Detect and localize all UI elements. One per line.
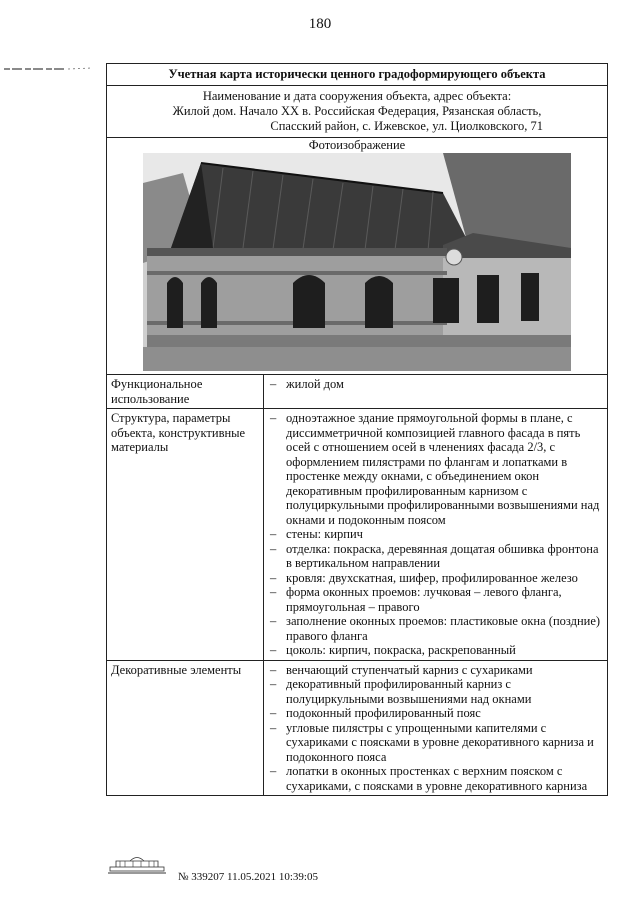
list-item: – венчающий ступенчатый карниз с сухариками xyxy=(270,662,533,677)
dash-bullet: – xyxy=(270,706,277,720)
list-item: – заполнение оконных проемов: пластиковые окна (поздние) правого фланга xyxy=(270,614,601,643)
photo-caption: Фотоизображение xyxy=(308,138,406,152)
list-item: – форма оконных проемов: лучковая – левого фланга, прямоугольная – правого xyxy=(270,585,562,614)
building-photo xyxy=(143,153,571,371)
dash-bullet: – xyxy=(270,585,277,599)
list-item: – кровля: двухскатная, шифер, профилированное железо xyxy=(270,570,578,585)
dash-bullet: – xyxy=(270,411,277,425)
dash-bullet: – xyxy=(270,570,277,585)
dash-bullet: – xyxy=(270,643,277,657)
name-address-line: Жилой дом. Начало XX в. Российская Федерация, Рязанская область, xyxy=(172,104,542,118)
list-item: – подоконный профилированный пояс xyxy=(270,706,481,720)
list-item: – цоколь: кирпич, покраска, раскрепованный xyxy=(270,643,516,657)
dash-bullet: – xyxy=(270,720,277,735)
object-name-address xyxy=(107,86,608,138)
dash-bullet: – xyxy=(270,662,277,677)
record-card xyxy=(106,63,608,796)
row-value-decor xyxy=(264,660,608,796)
list-item: – стены: кирпич xyxy=(270,527,363,541)
margin-scan-mark xyxy=(4,66,94,72)
row-label-structure: Структура, параметры объекта, конструктивные материалы xyxy=(107,409,264,661)
row-label-function: Функциональное использование xyxy=(107,375,264,409)
list-item: – декоративный профилированный карниз с полуциркульными возвышениями над окнами xyxy=(270,677,532,706)
government-building-emblem-icon xyxy=(108,853,166,875)
row-label-decor: Декоративные элементы xyxy=(107,660,264,796)
list-item: – лопатки в оконных простенках с верхним пояском с сухариками, с поясками в уровне декоративного карниза xyxy=(270,764,588,793)
photo-cell xyxy=(107,138,608,375)
dash-bullet: – xyxy=(270,764,277,778)
list-item: – угловые пилястры с упрощенными капителями с сухариками с поясками в уровне декоративного карниза и подоконного пояса xyxy=(270,720,594,764)
name-address-line: Спасский район, с. Ижевское, ул. Циолковского, 71 xyxy=(270,119,543,133)
name-address-heading: Наименование и дата сооружения объекта, адрес объекта: xyxy=(202,89,512,103)
card-title: Учетная карта исторически ценного градоформирующего объекта xyxy=(107,64,608,86)
dash-bullet: – xyxy=(270,377,277,391)
document-stamp: № 339207 11.05.2021 10:39:05 xyxy=(178,871,318,883)
list-item: – отделка: покраска, деревянная дощатая обшивка фронтона в вертикальном направлении xyxy=(270,541,599,570)
dash-bullet: – xyxy=(270,541,277,556)
dash-bullet: – xyxy=(270,614,277,628)
list-item: – жилой дом xyxy=(270,377,344,391)
dash-bullet: – xyxy=(270,677,277,691)
dash-bullet: – xyxy=(270,527,277,541)
row-value-function xyxy=(264,375,608,409)
row-value-structure xyxy=(264,409,608,661)
list-item: – одноэтажное здание прямоугольной формы в плане, с диссимметричной композицией главного фасада в пять осей с отношением осей в членениях фасада 2/3, с оформлением пилястрами по флангам и лопатками в простенке между окнами, с объединением окон декоративным профилированным карнизом с полуциркульными профилированными возвышениями над окнами и подоконным поясом xyxy=(270,411,600,527)
page-number: 180 xyxy=(308,16,332,32)
